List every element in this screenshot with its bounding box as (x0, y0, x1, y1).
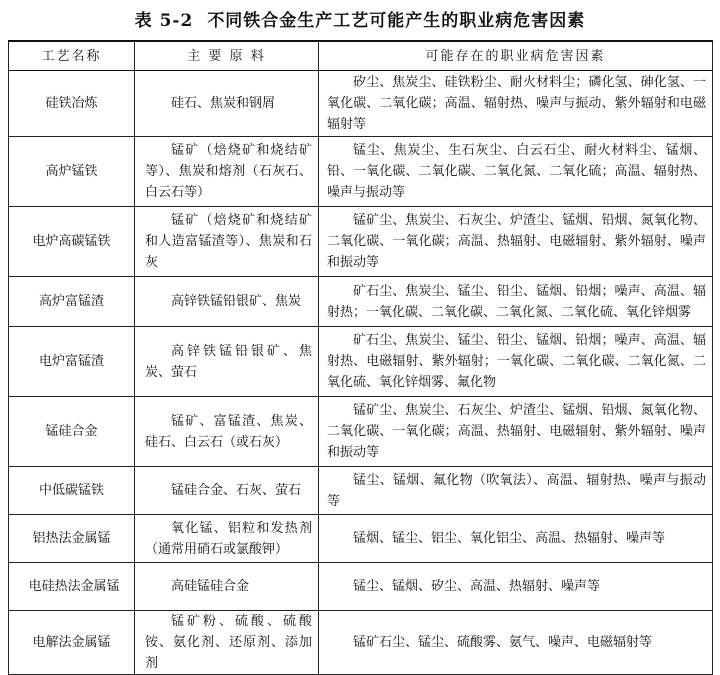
materials-cell: 锰硅合金、石灰、萤石 (135, 467, 319, 515)
table-number: 表 5-2 (134, 11, 194, 31)
column-header-materials: 主 要 原 料 (135, 41, 319, 71)
table-caption (0, 8, 720, 34)
materials-cell: 锰矿（焙烧矿和烧结矿等）、焦炭和熔剂（石灰石、白云石等） (135, 137, 319, 207)
hazards-cell: 锰尘、锰烟、氟化物（吹氧法）、高温、辐射热、噪声与振动等 (319, 467, 713, 515)
process-cell: 中低碳锰铁 (9, 467, 135, 515)
materials-cell: 硅石、焦炭和钢屑 (135, 71, 319, 137)
table-row (9, 137, 713, 207)
materials-cell: 氧化锰、铝粒和发热剂（通常用硝石或氯酸钾） (135, 515, 319, 563)
table-header-row (9, 41, 713, 71)
materials-cell: 锰矿（焙烧矿和烧结矿和人造富锰渣等）、焦炭和石灰 (135, 207, 319, 277)
process-cell: 高炉锰铁 (9, 137, 135, 207)
table-title: 不同铁合金生产工艺可能产生的职业病危害因素 (207, 11, 586, 31)
materials-cell: 锰矿粉、硫酸、硫酸铵、氨化剂、还原剂、添加剂 (135, 611, 319, 675)
process-cell: 硅铁冶炼 (9, 71, 135, 137)
table-row (9, 277, 713, 327)
hazards-cell: 矽尘、焦炭尘、硅铁粉尘、耐火材料尘；磷化氢、砷化氢、一氧化碳、二氧化碳；高温、辐射热、噪声与振动、紫外辐射和电磁辐射等 (319, 71, 713, 137)
process-cell: 电解法金属锰 (9, 611, 135, 675)
hazards-cell: 锰矿尘、焦炭尘、石灰尘、炉渣尘、锰烟、铅烟、氮氧化物、二氧化碳、一氧化碳；高温、热辐射、电磁辐射、紫外辐射、噪声和振动等 (319, 397, 713, 467)
table-row (9, 397, 713, 467)
process-cell: 铝热法金属锰 (9, 515, 135, 563)
process-cell: 电炉高碳锰铁 (9, 207, 135, 277)
materials-cell: 锰矿、富锰渣、焦炭、硅石、白云石（或石灰） (135, 397, 319, 467)
hazards-cell: 锰矿石尘、锰尘、硫酸雾、氨气、噪声、电磁辐射等 (319, 611, 713, 675)
table-row (9, 515, 713, 563)
table-row (9, 71, 713, 137)
hazards-cell: 矿石尘、焦炭尘、锰尘、铅尘、锰烟、铅烟；噪声、高温、辐射热；一氧化碳、二氧化碳、二氧化氮、二氧化硫、氧化锌烟雾 (319, 277, 713, 327)
column-header-hazards: 可能存在的职业病危害因素 (319, 41, 713, 71)
materials-cell: 高硅锰硅合金 (135, 563, 319, 611)
hazards-cell: 锰矿尘、焦炭尘、石灰尘、炉渣尘、锰烟、铅烟、氮氧化物、二氧化碳、一氧化碳；高温、热辐射、电磁辐射、紫外辐射、噪声和振动等 (319, 207, 713, 277)
table-row (9, 563, 713, 611)
process-cell: 电硅热法金属锰 (9, 563, 135, 611)
process-cell: 锰硅合金 (9, 397, 135, 467)
process-cell: 高炉富锰渣 (9, 277, 135, 327)
hazards-cell: 矿石尘、焦炭尘、锰尘、铅尘、锰烟、铅烟；噪声、高温、辐射热、电磁辐射、紫外辐射；一氧化碳、二氧化碳、二氧化氮、二氧化硫、氧化锌烟雾、氟化物 (319, 327, 713, 397)
hazard-table (8, 40, 713, 675)
materials-cell: 高锌铁锰铅银矿、焦炭 (135, 277, 319, 327)
materials-cell: 高锌铁锰铅银矿、焦炭、萤石 (135, 327, 319, 397)
table-row (9, 467, 713, 515)
hazards-cell: 锰烟、锰尘、铝尘、氧化铝尘、高温、热辐射、噪声等 (319, 515, 713, 563)
hazards-cell: 锰尘、锰烟、矽尘、高温、热辐射、噪声等 (319, 563, 713, 611)
hazards-cell: 锰尘、焦炭尘、生石灰尘、白云石尘、耐火材料尘、锰烟、铅、一氧化碳、二氧化碳、二氧化氮、二氧化硫；高温、辐射热、噪声与振动等 (319, 137, 713, 207)
table-row (9, 611, 713, 675)
table-row (9, 207, 713, 277)
column-header-process: 工艺名称 (9, 41, 135, 71)
process-cell: 电炉富锰渣 (9, 327, 135, 397)
table-row (9, 327, 713, 397)
